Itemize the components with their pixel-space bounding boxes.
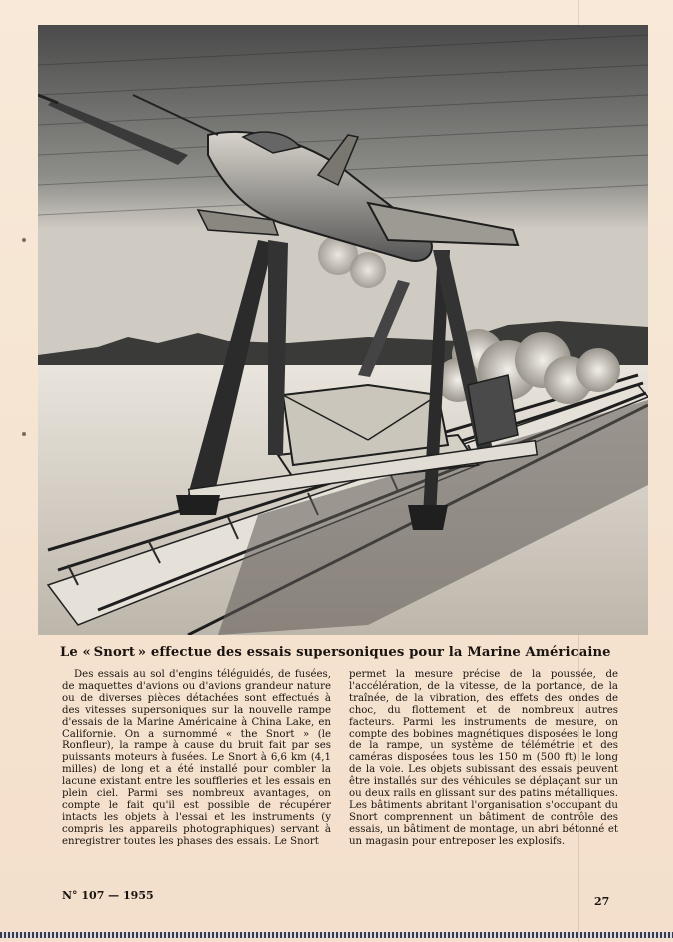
- issue-label: N° 107 — 1955: [62, 889, 154, 902]
- margin-mark: [22, 432, 26, 436]
- article-paragraph-right: permet la mesure précise de la poussée, de l'accélération, de la vitesse, de la portance, de la traînée, de la vibration, des effets des ondes de choc, du flottement et de nombreux autres facteurs. Parmi les instruments de mesure, on compte des bobines magnétiques disposées le long de la rampe, un système de télémétrie et des caméras disposées tous les 150 m (500 ft) le long de la voie. Les objets subissant des essais peuvent être installés sur des véhicules se déplaçant sur un ou deux rails en glissant sur des patins métalliques. Les bâtiments abritant l'organisation s'occupant du Snort comprennent un bâtiment de contrôle des essais, un bâtiment de montage, un abri bétonné et un magasin pour entreposer les explosifs.: [349, 669, 618, 847]
- scan-edge-strip: [0, 932, 673, 938]
- article-column-left: [62, 669, 331, 881]
- page-number: 27: [594, 895, 610, 908]
- article-body: [62, 669, 618, 881]
- article-paragraph-left: Des essais au sol d'engins téléguidés, de fusées, de maquettes d'avions ou d'avions grandeur nature ou de diverses pièces détachées sont effectués à des vitesses supersoniques sur la nouvelle rampe d'essais de la Marine Américaine à China Lake, en Californie. On a surnommé « the Snort » (le Ronfleur), la rampe à cause du bruit fait par ses puissants moteurs à fusées. Le Snort à 6,6 km (4,1 milles) de long et a été installé pour combler la lacune existant entre les souffleries et les essais en plein ciel. Parmi ses nombreux avantages, on compte le fait qu'il est possible de récupérer intacts les objets à l'essai et les instruments (y compris les appareils photographiques) servant à enregistrer toutes les phases des essais. Le Snort: [62, 669, 331, 847]
- article-headline: Le « Snort » effectue des essais supersoniques pour la Marine Américaine: [60, 645, 611, 660]
- margin-mark: [22, 238, 26, 242]
- article-column-right: [349, 669, 618, 881]
- rocket-sled-illustration: [38, 25, 648, 635]
- illustration-svg: [38, 25, 648, 635]
